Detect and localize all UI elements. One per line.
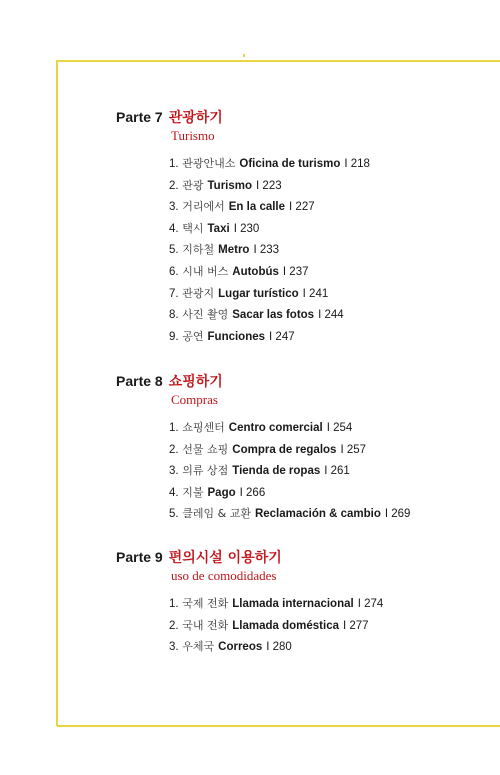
item-page: I 230 bbox=[233, 222, 260, 235]
section-title-korean: 편의시설 이용하기 bbox=[168, 550, 282, 566]
item-korean: 선물 쇼핑 bbox=[182, 442, 229, 456]
item-page: I 247 bbox=[269, 330, 295, 343]
section-item-list bbox=[169, 153, 370, 347]
frame-left-border bbox=[56, 60, 58, 726]
item-korean: 택시 bbox=[182, 221, 204, 235]
item-number: 5. bbox=[169, 244, 179, 257]
list-item[interactable] bbox=[169, 615, 383, 637]
item-page: I 266 bbox=[239, 486, 266, 499]
item-page: I 237 bbox=[282, 265, 309, 278]
item-korean: 의류 상점 bbox=[182, 464, 229, 478]
list-item[interactable] bbox=[169, 239, 370, 261]
item-page: I 274 bbox=[357, 598, 384, 610]
item-korean: 국제 전화 bbox=[182, 597, 229, 610]
item-page: I 277 bbox=[343, 619, 369, 632]
item-korean: 관광 bbox=[182, 178, 204, 192]
item-page: I 280 bbox=[266, 641, 292, 654]
section-item-list bbox=[169, 417, 410, 525]
item-spanish: Taxi bbox=[207, 222, 230, 235]
item-page: I 223 bbox=[256, 179, 282, 192]
item-page: I 241 bbox=[302, 287, 329, 300]
item-number: 9. bbox=[169, 330, 179, 343]
item-number: 4. bbox=[169, 222, 179, 235]
list-item[interactable] bbox=[169, 153, 370, 175]
item-spanish: Llamada internacional bbox=[232, 598, 354, 610]
section-title-spanish: Compras bbox=[171, 392, 218, 407]
item-number: 1. bbox=[169, 422, 179, 434]
item-spanish: Lugar turístico bbox=[218, 287, 299, 300]
list-item[interactable] bbox=[169, 304, 370, 326]
list-item[interactable] bbox=[169, 593, 383, 615]
item-number: 1. bbox=[169, 598, 179, 610]
item-page: I 254 bbox=[326, 422, 353, 434]
item-number: 6. bbox=[169, 265, 179, 278]
frame-bottom-border bbox=[57, 725, 500, 727]
item-spanish: Autobús bbox=[232, 265, 279, 278]
item-number: 3. bbox=[169, 465, 179, 478]
list-item[interactable] bbox=[169, 261, 370, 283]
item-korean: 거리에서 bbox=[182, 200, 225, 214]
item-number: 1. bbox=[169, 158, 179, 170]
section-title-spanish: Turismo bbox=[171, 128, 215, 143]
list-item[interactable] bbox=[169, 218, 370, 240]
item-page: I 269 bbox=[384, 508, 411, 521]
item-korean: 쇼핑센터 bbox=[182, 421, 225, 434]
item-page: I 218 bbox=[344, 158, 370, 170]
item-korean: 지하철 bbox=[182, 243, 215, 257]
item-spanish: Reclamación & cambio bbox=[254, 508, 381, 521]
section-label: Parte 9 bbox=[116, 549, 163, 565]
item-spanish: Pago bbox=[207, 486, 236, 499]
item-page: I 244 bbox=[318, 309, 344, 322]
frame-top-border bbox=[57, 60, 500, 62]
item-spanish: Funciones bbox=[207, 330, 266, 343]
item-number: 3. bbox=[169, 201, 179, 214]
top-tick-mark bbox=[243, 54, 245, 57]
item-spanish: Turismo bbox=[207, 179, 253, 192]
section-parte-8 bbox=[116, 371, 410, 525]
section-parte-9 bbox=[116, 547, 383, 658]
item-spanish: Centro comercial bbox=[228, 422, 323, 434]
item-korean: 시내 버스 bbox=[182, 264, 229, 278]
list-item[interactable] bbox=[169, 283, 370, 305]
item-spanish: Compra de regalos bbox=[232, 443, 337, 456]
item-number: 2. bbox=[169, 443, 179, 456]
list-item[interactable] bbox=[169, 636, 383, 658]
item-korean: 우체국 bbox=[182, 640, 215, 654]
item-number: 2. bbox=[169, 619, 179, 632]
item-spanish: Tienda de ropas bbox=[232, 465, 321, 478]
item-spanish: Metro bbox=[218, 244, 250, 257]
list-item[interactable] bbox=[169, 417, 410, 439]
item-number: 7. bbox=[169, 287, 179, 300]
item-korean: 클레임 & 교환 bbox=[182, 507, 251, 521]
section-label: Parte 8 bbox=[116, 373, 163, 389]
section-item-list bbox=[169, 593, 383, 658]
section-heading bbox=[116, 107, 370, 127]
list-item[interactable] bbox=[169, 503, 410, 525]
section-title-korean: 쇼핑하기 bbox=[168, 374, 223, 390]
item-number: 4. bbox=[169, 486, 179, 499]
item-page: I 261 bbox=[324, 465, 350, 478]
section-label: Parte 7 bbox=[116, 109, 163, 125]
item-number: 3. bbox=[169, 641, 179, 654]
item-korean: 공연 bbox=[182, 329, 204, 343]
item-korean: 관광안내소 bbox=[182, 157, 236, 170]
item-korean: 관광지 bbox=[182, 286, 215, 300]
item-spanish: Llamada doméstica bbox=[232, 619, 339, 632]
item-number: 2. bbox=[169, 179, 179, 192]
list-item[interactable] bbox=[169, 175, 370, 197]
item-spanish: Oficina de turismo bbox=[239, 158, 341, 170]
list-item[interactable] bbox=[169, 196, 370, 218]
item-page: I 227 bbox=[289, 201, 315, 214]
list-item[interactable] bbox=[169, 460, 410, 482]
item-spanish: Correos bbox=[218, 641, 263, 654]
item-page: I 233 bbox=[253, 244, 280, 257]
list-item[interactable] bbox=[169, 482, 410, 504]
section-parte-7 bbox=[116, 107, 370, 347]
item-korean: 사진 촬영 bbox=[182, 308, 229, 322]
item-korean: 국내 전화 bbox=[182, 618, 229, 632]
list-item[interactable] bbox=[169, 439, 410, 461]
section-heading bbox=[116, 547, 383, 567]
item-spanish: Sacar las fotos bbox=[232, 309, 315, 322]
section-title-korean: 관광하기 bbox=[168, 110, 223, 126]
section-title-spanish: uso de comodidades bbox=[171, 568, 277, 583]
item-spanish: En la calle bbox=[228, 201, 286, 214]
item-number: 5. bbox=[169, 508, 179, 521]
item-page: I 257 bbox=[340, 443, 367, 456]
list-item[interactable] bbox=[169, 326, 370, 348]
section-heading bbox=[116, 371, 410, 391]
item-number: 8. bbox=[169, 309, 179, 322]
item-korean: 지불 bbox=[182, 485, 204, 499]
